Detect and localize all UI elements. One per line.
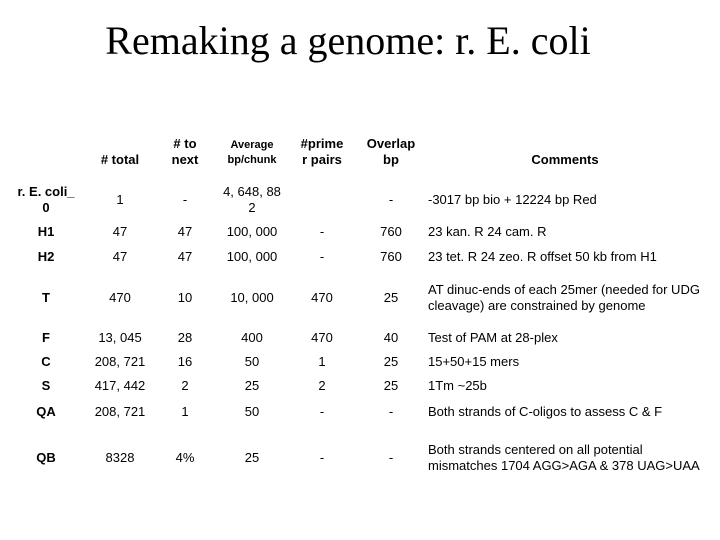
cell-row-0-label: r. E. coli_ 0 [17, 184, 75, 215]
cell-row-4-average-bp: 400 [241, 330, 263, 345]
cell-row-2-comments: 23 tet. R 24 zeo. R offset 50 kb from H1 [428, 249, 657, 264]
cell-row-5-average-bp: 50 [244, 354, 260, 369]
cell-row-8-total: 8328 [105, 450, 135, 465]
cell-row-3-comments: AT dinuc-ends of each 25mer (needed for UDG cleavage) are constrained by genome [428, 282, 700, 313]
cell-row-4-label: F [42, 330, 50, 345]
cell-row-3-average-bp: 10, 000 [230, 290, 274, 305]
cell-row-8-to-next: 4% [175, 450, 195, 465]
cell-row-5-comments: 15+50+15 mers [428, 354, 520, 369]
slide-title: Remaking a genome: r. E. coli [105, 18, 591, 63]
cell-row-3-total: 470 [109, 290, 131, 305]
header-overlap-bp: Overlap bp [366, 136, 416, 167]
cell-row-7-average-bp: 50 [244, 404, 260, 419]
header-average-bp: Average bp/chunk [227, 139, 277, 166]
cell-row-2-primer-pairs: - [319, 249, 325, 264]
cell-row-7-to-next: 1 [181, 404, 189, 419]
header-to-next: # to next [171, 136, 199, 167]
cell-row-2-to-next: 47 [177, 249, 193, 264]
cell-row-7-label: QA [36, 404, 56, 419]
cell-row-2-label: H2 [37, 249, 55, 264]
cell-row-1-comments: 23 kan. R 24 cam. R [428, 224, 547, 239]
cell-row-2-average-bp: 100, 000 [226, 249, 278, 264]
cell-row-5-label: C [41, 354, 51, 369]
cell-row-0-total: 1 [116, 192, 124, 207]
cell-row-7-total: 208, 721 [94, 404, 146, 419]
cell-row-4-primer-pairs: 470 [311, 330, 333, 345]
cell-row-4-overlap-bp: 40 [383, 330, 399, 345]
cell-row-6-comments: 1Tm ~25b [428, 378, 487, 393]
cell-row-3-to-next: 10 [177, 290, 193, 305]
cell-row-6-to-next: 2 [181, 378, 189, 393]
cell-row-0-average-bp: 4, 648, 88 2 [223, 184, 281, 215]
cell-row-8-average-bp: 25 [244, 450, 260, 465]
cell-row-5-overlap-bp: 25 [383, 354, 399, 369]
cell-row-1-to-next: 47 [177, 224, 193, 239]
cell-row-1-label: H1 [37, 224, 55, 239]
cell-row-3-label: T [42, 290, 50, 305]
cell-row-7-overlap-bp: - [388, 404, 394, 419]
cell-row-5-total: 208, 721 [94, 354, 146, 369]
cell-row-4-total: 13, 045 [98, 330, 142, 345]
cell-row-6-label: S [41, 378, 51, 393]
cell-row-8-overlap-bp: - [388, 450, 394, 465]
cell-row-8-label: QB [36, 450, 56, 465]
cell-row-5-to-next: 16 [177, 354, 193, 369]
cell-row-0-comments: -3017 bp bio + 12224 bp Red [428, 192, 597, 207]
cell-row-7-comments: Both strands of C-oligos to assess C & F [428, 404, 663, 419]
cell-row-6-average-bp: 25 [244, 378, 260, 393]
cell-row-4-to-next: 28 [177, 330, 193, 345]
cell-row-1-overlap-bp: 760 [380, 224, 402, 239]
cell-row-2-overlap-bp: 760 [380, 249, 402, 264]
header-label [8, 126, 84, 168]
cell-row-6-primer-pairs: 2 [318, 378, 326, 393]
cell-row-1-primer-pairs: - [319, 224, 325, 239]
cell-row-3-primer-pairs: 470 [311, 290, 333, 305]
cell-row-6-overlap-bp: 25 [383, 378, 399, 393]
header-total: # total [100, 152, 140, 167]
cell-row-0-to-next: - [182, 192, 188, 207]
cell-row-1-average-bp: 100, 000 [226, 224, 278, 239]
cell-row-0-primer-pairs [290, 180, 354, 220]
cell-row-2-total: 47 [112, 249, 128, 264]
cell-row-3-overlap-bp: 25 [383, 290, 399, 305]
cell-row-0-overlap-bp: - [388, 192, 394, 207]
cell-row-5-primer-pairs: 1 [318, 354, 326, 369]
header-comments: Comments [531, 152, 599, 167]
cell-row-1-total: 47 [112, 224, 128, 239]
cell-row-4-comments: Test of PAM at 28-plex [428, 330, 558, 345]
header-primer-pairs: #prime r pairs [300, 136, 344, 167]
cell-row-7-primer-pairs: - [319, 404, 325, 419]
cell-row-6-total: 417, 442 [94, 378, 146, 393]
cell-row-8-comments: Both strands centered on all potential mismatches 1704 AGG>AGA & 378 UAG>UAA [428, 442, 700, 473]
cell-row-8-primer-pairs: - [319, 450, 325, 465]
